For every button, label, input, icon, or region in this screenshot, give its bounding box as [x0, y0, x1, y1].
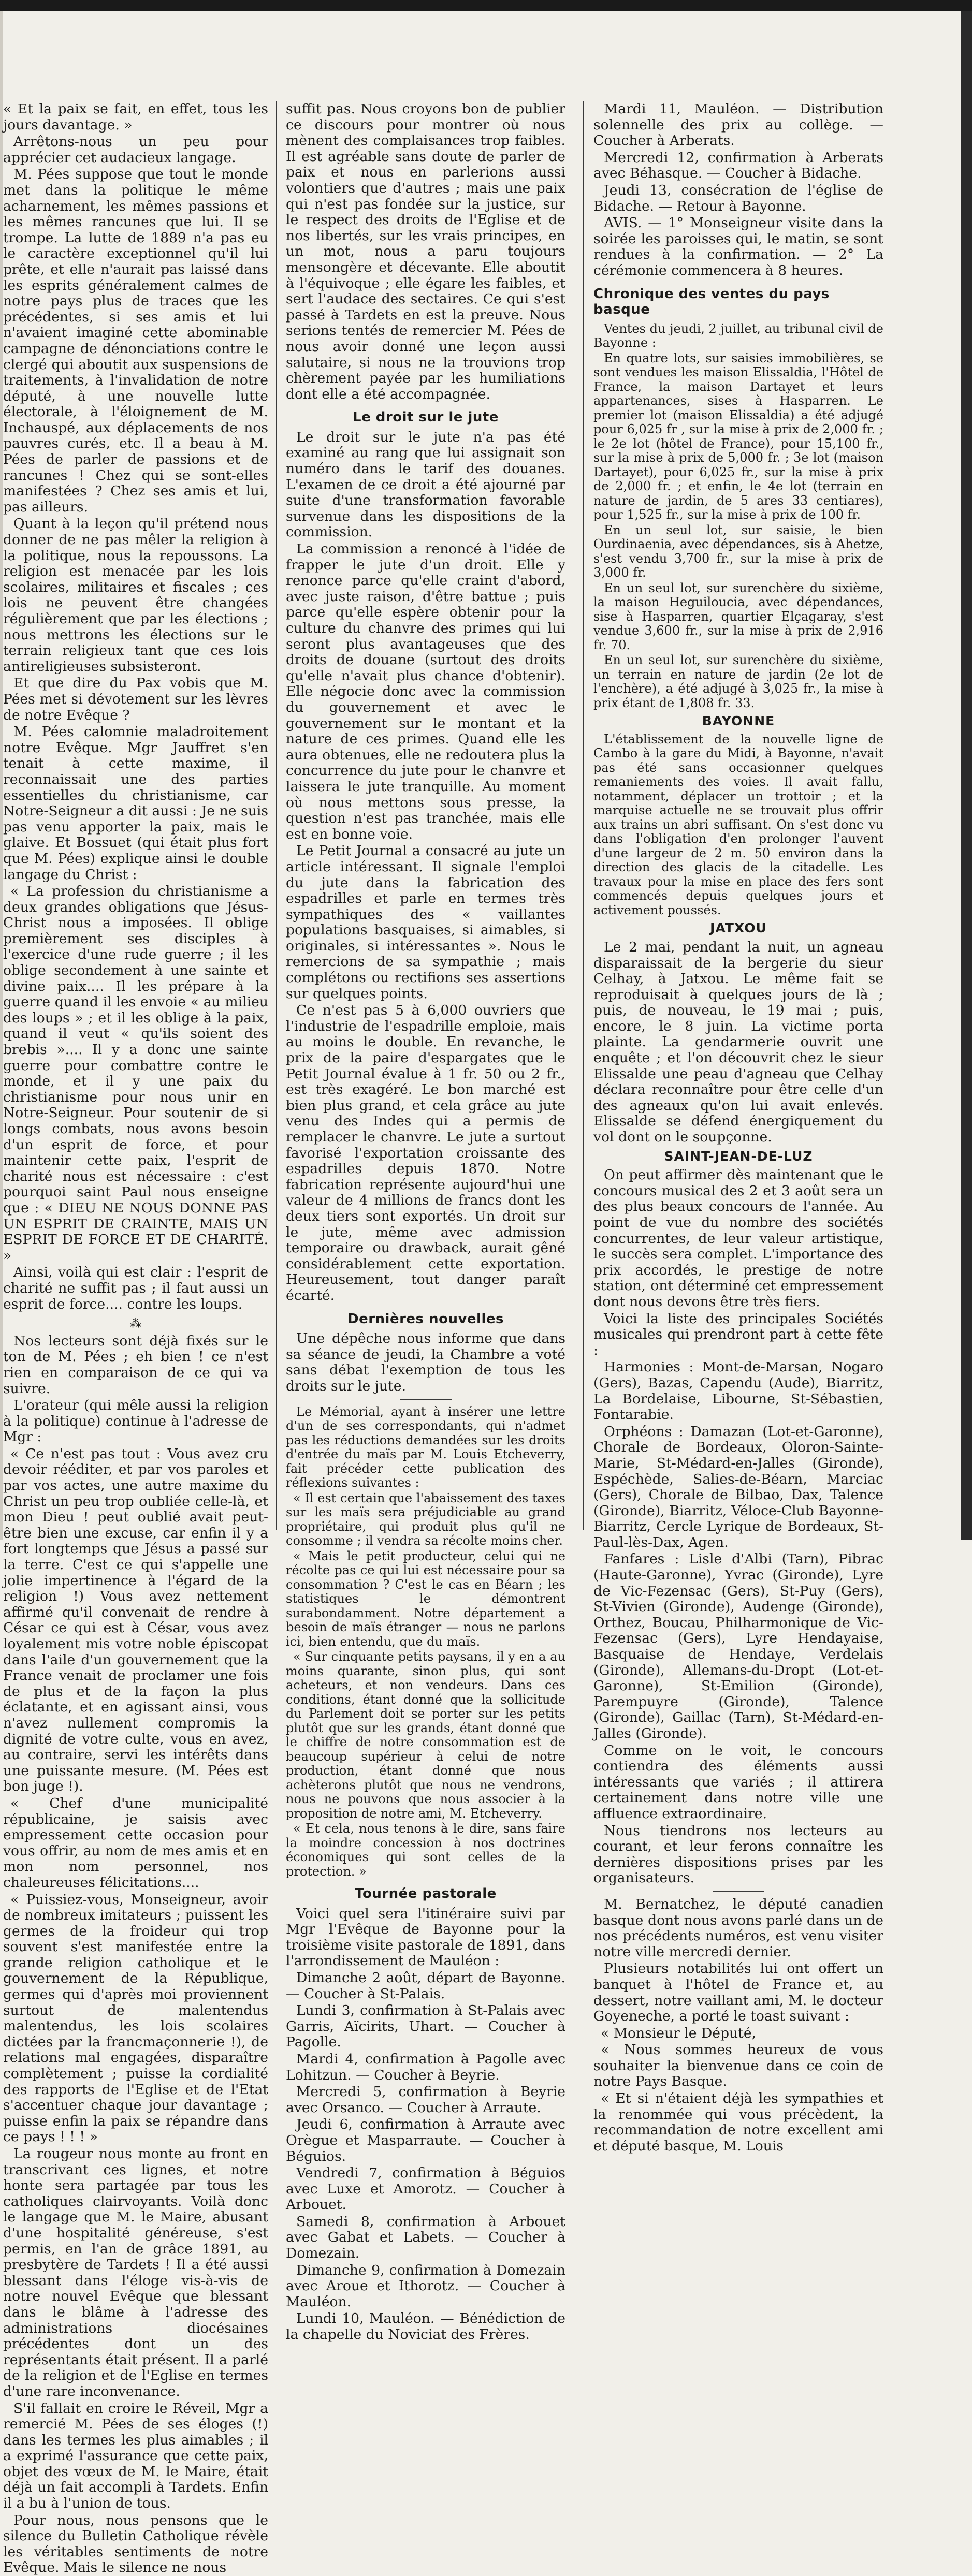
paragraph: Nos lecteurs sont déjà fixés sur le ton de M. Pées ; eh bien ! ce n'est rien en comparaison de ce qui va suivre. [3, 1333, 268, 1397]
paragraph: AVIS. — 1° Monseigneur visite dans la soirée les paroisses qui, le matin, se sont rendues à la confirmation. — 2° La cérémonie commencera à 8 heures. [593, 215, 883, 279]
memorial-block [286, 1405, 565, 1879]
paragraph: Mercredi 12, confirmation à Arberats avec Béhasque. — Coucher à Bidache. [593, 149, 883, 182]
ventes-block [593, 322, 883, 711]
paragraph: L'établissement de la nouvelle ligne de Cambo à la gare du Midi, à Bayonne, n'avait pas été sans occasionner quelques remaniements des voies. Il avait fallu, notamment, déplacer un trottoir ; et la marquise actuelle ne se trouvait plus offrir aux trains un abri suffisant. On s'est donc vu dans l'obligation d'en prolonger l'auvent d'une largeur de 2 m. 50 environ dans la direction des glacis de la citadelle. Les travaux pour la mise en place des fers sont commencés depuis quelques jours et activement poussés. [593, 731, 883, 917]
paragraph: Pour nous, nous pensons que le silence du Bulletin Catholique révèle les véritables sentiments de notre Evêque. Mais le silence ne nous [3, 2512, 268, 2576]
paragraph: Mercredi 5, confirmation à Beyrie avec Orsanco. — Coucher à Arraute. [286, 2084, 565, 2116]
paragraph: Jeudi 6, confirmation à Arraute avec Orègue et Masparraute. — Coucher à Béguios. [286, 2116, 565, 2164]
separator-rule [713, 1891, 764, 1892]
paragraph: Fanfares : Lisle d'Albi (Tarn), Pibrac (Haute-Garonne), Yvrac (Gironde), Lyre de Vic-Fezensac (Gers), St-Puy (Gers), St-Vivien (Gironde), Audenge (Gironde), Orthez, Boucau, Philharmonique de Vic-Fezensac (Gers), Lyre Hendayaise, Basquaise de Hendaye, Verdelais (Gironde), Allemans-du-Dropt (Lot-et-Garonne), St-Emilion (Gironde), Parempuyre (Gironde), Talence (Gironde), Gaillac (Tarn), St-Médard-en-Jalles (Gironde). [593, 1551, 883, 1741]
quote-paragraph: « Chef d'une municipalité républicaine, je saisis avec empressement cette occasion pour vous offrir, au nom de mes amis et en mon nom personnel, nos chaleureuses félicitations.... [3, 1795, 268, 1891]
section-heading-bayonne: BAYONNE [702, 713, 775, 729]
paragraph: Quant à la leçon qu'il prétend nous donner de ne pas mêler la religion à la politique, nous la repoussons. La religion est menacée par les lois scolaires, militaires et fiscales ; ces lois ne peuvent être changées régulièrement que par les élections ; nous mettrons les élections sur le terrain religieux tant que ces lois antireligieuses subsisteront. [3, 516, 268, 675]
column-1 [3, 101, 268, 2576]
quote-paragraph: « Et si n'étaient déjà les sympathies et la renommée qui vous précèdent, la recommandation de notre excellent ami et député basque, M. Louis [593, 2090, 883, 2154]
paragraph: suffit pas. Nous croyons bon de publier ce discours pour montrer où nous mènent des complaisances trop faibles. Il est agréable sans doute de parler de paix et nous en parlerions aussi volontiers que d'autres ; mais une paix qui n'est pas fondée sur la justice, sur le respect des droits de l'Eglise et de nos libertés, sur les vrais principes, en un mot, nous a paru toujours mensongère et décevante. Elle aboutit à l'équivoque ; elle égare les faibles, et sert l'audace des sectaires. Ce qui s'est passé à Tardets en est la preuve. Nous serions tentés de remercier M. Pées de nous avoir donné une leçon aussi salutaire, si nous ne la trouvions trop chèrement payée par les humiliations dont elle a été accompagnée. [286, 101, 565, 402]
paragraph: Orphéons : Damazan (Lot-et-Garonne), Chorale de Bordeaux, Oloron-Sainte-Marie, St-Médard-en-Jalles (Gironde), Espéchède, Salies-de-Béarn, Marciac (Gers), Chorale de Bilbao, Dax, Talence (Gironde), Biarritz, Véloce-Club Bayonne-Biarritz, Cercle Lyrique de Bordeaux, St-Paul-lès-Dax, Agen. [593, 1423, 883, 1550]
paragraph: Lundi 3, confirmation à St-Palais avec Garris, Aïcirits, Uhart. — Coucher à Pagolle. [286, 2002, 565, 2051]
paragraph: On peut affirmer dès maintenant que le concours musical des 2 et 3 août sera un des plus beaux concours de l'année. Au point de vue du nombre des sociétés concurrentes, de leur valeur artistique, le succès sera complet. L'importance des prix accordés, le prestige de notre station, ont déterminé cet empressement dont nous devons être très fiers. [593, 1167, 883, 1310]
quote-paragraph: « Il est certain que l'abaissement des taxes sur les maïs sera préjudiciable au grand propriétaire, qui produit plus qu'il ne consomme ; il vendra sa récolte moins cher. [286, 1490, 565, 1548]
paragraph: Voici la liste des principales Sociétés musicales qui prendront part à cette fête : [593, 1310, 883, 1358]
column-rule [276, 101, 277, 1530]
paragraph: Comme on le voit, le concours contiendra des éléments aussi intéressants que variés ; il attirera certainement dans notre ville une affluence extraordinaire. [593, 1742, 883, 1822]
paragraph: Ce n'est pas 5 à 6,000 ouvriers que l'industrie de l'espadrille emploie, mais au moins le double. En revanche, le prix de la paire d'espargates que le Petit Journal évalue à 1 fr. 50 ou 2 fr., est très exagéré. Le bon marché est bien plus grand, et cela grâce au jute venu des Indes qui a permis de remplacer le chanvre. Le jute a surtout favorisé l'exportation croissante des espadrilles depuis 1870. Notre fabrication représente aujourd'hui une valeur de 4 millions de francs dont les deux tiers sont exportés. Un droit sur le jute, même avec admission temporaire ou drawback, aurait gêné considérablement cette exportation. Heureusement, tout danger paraît écarté. [286, 1002, 565, 1304]
paragraph: Samedi 8, confirmation à Arbouet avec Gabat et Labets. — Coucher à Domezain. [286, 2213, 565, 2262]
bayonne-block [593, 733, 883, 918]
top-border [0, 0, 972, 11]
section-asterism: ⁂ [130, 1318, 141, 1331]
paragraph: Harmonies : Mont-de-Marsan, Nogaro (Gers), Bazas, Capendu (Aude), Biarritz, La Bordelaise, Libourne, St-Sébastien, Fontarabie. [593, 1359, 883, 1423]
article-heading-ventes: Chronique des ventes du pays basque [593, 286, 830, 318]
paragraph: Dimanche 2 août, départ de Bayonne. — Coucher à St-Palais. [286, 1969, 565, 2002]
paragraph: Dimanche 9, confirmation à Domezain avec Aroue et Ithorotz. — Coucher à Mauléon. [286, 2262, 565, 2310]
paragraph: Lundi 10, Mauléon. — Bénédiction de la chapelle du Noviciat des Frères. [286, 2310, 565, 2343]
paragraph: S'il fallait en croire le Réveil, Mgr a remercié M. Pées de ses éloges (!) dans les termes les plus aimables ; il a exprimé l'assurance que cette paix, objet des vœux de M. le Maire, était déjà un fait accompli à Tardets. Enfin il a bu à l'union de tous. [3, 2400, 268, 2512]
paragraph: « Et la paix se fait, en effet, tous les jours davantage. » [3, 101, 268, 133]
paragraph: En quatre lots, sur saisies immobilières, se sont vendues les maison Elissaldia, l'Hôtel de France, la maison Dartayet et leurs appartenances, sises à Hasparren. Le premier lot (maison Elissaldia) a été adjugé pour 6,025 fr , sur la mise à prix de 2,000 fr. ; le 2e lot (hôtel de France), pour 15,100 fr., sur la mise à prix de 5,000 fr. ; 3e lot (maison Dartayet), pour 6,025 fr., sur la mise à prix de 2,000 fr. ; et enfin, le 4e lot (terrain en nature de jardin, de 5 ares 33 centiares), pour 1,525 fr., sur la mise à prix de 100 fr. [593, 350, 883, 522]
paragraph: Mardi 4, confirmation à Pagolle avec Lohitzun. — Coucher à Beyrie. [286, 2051, 565, 2083]
quote-paragraph: « Sur cinquante petits paysans, il y en a au moins quarante, sinon plus, qui sont acheteurs, et non vendeurs. Dans ces conditions, étant donné que la sollicitude du Parlement doit se porter sur les petits plutôt que sur les grands, étant donné que le chiffre de notre consommation est de beaucoup supérieur à celui de notre production, étant donné que nous achèterons plutôt que nous ne vendrons, nous ne pouvons que nous associer à la proposition de notre ami, M. Etcheverry. [286, 1649, 565, 1821]
column-rule [583, 101, 584, 1530]
right-page-edge [961, 11, 972, 1540]
paragraph: Jeudi 13, consécration de l'église de Bidache. — Retour à Bayonne. [593, 182, 883, 214]
quote-paragraph: « Et cela, nous tenons à le dire, sans faire la moindre concession à nos doctrines économiques qui sont celles de la protection. » [286, 1821, 565, 1879]
paragraph: En un seul lot, sur surenchère du sixième, un terrain en nature de jardin (2e lot de l'enchère), a été adjugé à 3,025 fr., la mise à prix étant de 1,808 fr. 33. [593, 653, 883, 710]
paragraph: Ventes du jeudi, 2 juillet, au tribunal civil de Bayonne : [593, 321, 883, 350]
paragraph: L'orateur (qui mêle aussi la religion à la politique) continue à l'adresse de Mgr : [3, 1397, 268, 1445]
paragraph: Et que dire du Pax vobis que M. Pées met si dévotement sur les lèvres de notre Evêque ? [3, 675, 268, 723]
quote-paragraph: « La profession du christianisme a deux grandes obligations que Jésus-Christ nous a imposées. Il oblige premièrement ses disciples à l'exercice d'une rude guerre ; il les oblige secondement à une sainte et divine paix.... Il les prépare à la guerre quand il les envoie « au milieu des loups » ; et il les oblige à la paix, quand il veut « qu'ils soient des brebis ».... Il y a donc une sainte guerre pour combattre contre le monde, et il y une paix du christianisme pour nous unir en Notre-Seigneur. Pour soutenir de si longs combats, nous avons besoin d'un esprit de force, et pour maintenir cette paix, l'esprit de charité nous est nécessaire : c'est pourquoi saint Paul nous enseigne que : « DIEU NE NOUS DONNE PAS UN ESPRIT DE CRAINTE, MAIS UN ESPRIT DE FORCE ET DE CHARITÉ. » [3, 883, 268, 1264]
paragraph: Mardi 11, Mauléon. — Distribution solennelle des prix au collège. — Coucher à Arberats. [593, 101, 883, 149]
paragraph: La rougeur nous monte au front en transcrivant ces lignes, et notre honte sera partagée par tous les catholiques clairvoyants. Voilà donc le langage que M. le Maire, abusant d'une hospitalité généreuse, s'est permis, en l'an de grâce 1891, au presbytère de Tardets ! Il a été aussi blessant dans l'éloge vis-à-vis de notre nouvel Evêque que blessant dans le blâme à l'adresse des administrations diocésaines précédentes dont un des représentants était présent. Il a parlé de la religion et de l'Eglise en termes d'une rare inconvenance. [3, 2146, 268, 2399]
paragraph: Plusieurs notabilités lui ont offert un banquet à l'hôtel de France et, au dessert, notre vaillant ami, M. le docteur Goyeneche, a porté le toast suivant : [593, 1960, 883, 2025]
paragraph: Le droit sur le jute n'a pas été examiné au rang que lui assignait son numéro dans le tarif des douanes. L'examen de ce droit a été ajourné par suite d'une transformation favorable survenue dans les dispositions de la commission. [286, 429, 565, 540]
paragraph: Le Mémorial, ayant à insérer une lettre d'un de ses correspondants, qui n'admet pas les réductions demandées sur les droits d'entrée du maïs par M. Louis Etcheverry, fait précéder cette publication des réflexions suivantes : [286, 1404, 565, 1490]
paragraph: En un seul lot, sur saisie, le bien Ourdinaenia, avec dépendances, sis à Ahetze, s'est vendu 3,700 fr., sur la mise à prix de 3,000 fr. [593, 522, 883, 580]
quote-paragraph: « Ce n'est pas tout : Vous avez cru devoir rééditer, et par vos paroles et par vos actes, une autre maxime du Christ un peu trop oubliée celle-là, et mon Dieu ! peut oublié avait peut-être bien une excuse, car enfin il y a fort longtemps que Jésus a passé sur la terre. C'est ce qui s'appelle une jolie impertinence à l'égard de la religion !) Vous avez nettement affirmé qu'il convenait de rendre à César ce qui est à César, vous avez loyalement mis votre noble épiscopat dans l'aile d'un gouvernement que la France venait de proclamer une fois de plus et de la façon la plus éclatante, et en agissant ainsi, vous n'avez nullement compromis la dignité de votre culte, vous en avez, au contraire, servi les intérêts dans une puissante mesure. (M. Pées est bon juge !). [3, 1445, 268, 1795]
paragraph: Le Petit Journal a consacré au jute un article intéressant. Il signale l'emploi du jute dans la fabrication des espadrilles et parle en termes très sympathiques des « vaillantes populations basquaises, si aimables, si originales, si intéressantes ». Nous le remercions de sa sympathie ; mais complétons ou rectifions ses assertions sur quelques points. [286, 843, 565, 1002]
article-heading-tournee-pastorale: Tournée pastorale [355, 1886, 497, 1901]
paragraph: En un seul lot, sur surenchère du sixième, la maison Heguiloucia, avec dépendances, sise à Hasparren, quartier Elçagaray, s'est vendue 3,600 fr., sur la mise à prix de 2,916 fr. 70. [593, 580, 883, 652]
paragraph: Une dépêche nous informe que dans sa séance de jeudi, la Chambre a voté sans débat l'exemption de tous les droits sur le jute. [286, 1330, 565, 1394]
column-3 [593, 101, 883, 2154]
paragraph: Ainsi, voilà qui est clair : l'esprit de charité ne suffit pas ; il faut aussi un esprit de force.... contre les loups. [3, 1264, 268, 1312]
paragraph: Le 2 mai, pendant la nuit, un agneau disparaissait de la bergerie du sieur Celhay, à Jatxou. Le même fait se reproduisait à quelques jours de là ; puis, de nouveau, le 19 mai ; puis, encore, le 8 juin. La victime porta plainte. La gendarmerie ouvrit une enquête ; et l'on découvrit chez le sieur Elissalde une peau d'agneau que Celhay déclara reconnaître pour être celle d'un des agneaux qu'on lui avait enlevés. Elissalde se défend énergiquement du vol dont on le soupçonne. [593, 939, 883, 1146]
quote-paragraph: « Mais le petit producteur, celui qui ne récolte pas ce qui lui est nécessaire pour sa consommation ? C'est le cas en Béarn ; les statistiques le démontrent surabondamment. Notre département a besoin de maïs étranger — nous ne parlons ici, bien entendu, que du maïs. [286, 1548, 565, 1649]
quote-paragraph: « Nous sommes heureux de vous souhaiter la bienvenue dans ce coin de notre Pays Basque. [593, 2042, 883, 2090]
column-2 [286, 101, 565, 2343]
section-heading-jatxou: JATXOU [710, 920, 767, 936]
article-heading-dernieres-nouvelles: Dernières nouvelles [347, 1311, 504, 1327]
paragraph: M. Bernatchez, le député canadien basque dont nous avons parlé dans un de nos précédents numéros, est venu visiter notre ville mercredi dernier. [593, 1896, 883, 1960]
quote-paragraph: « Monsieur le Député, [601, 2025, 757, 2041]
paragraph: M. Pées suppose que tout le monde met dans la politique le même acharnement, les mêmes passions et les mêmes rancunes que lui. Il se trompe. La lutte de 1889 n'a pas eu le caractère exceptionnel qu'il lui prête, et elle n'aurait pas laissé dans les esprits généralement calmes de notre pays plus de traces que les précédentes, si ses amis et lui n'avaient imaginé cette abominable campagne de dénonciations contre le clergé qui aboutit aux suspensions de traitements, à l'invalidation de notre député, à une nouvelle lutte électorale, à l'éloignement de M. Inchauspé, aux déplacements de nos pauvres curés, etc. Il a beau à M. Pées de parler de passions et de rancunes ! Chez qui se sont-elles manifestées ? Chez ses amis et lui, pas ailleurs. [3, 166, 268, 515]
paragraph: Voici quel sera l'itinéraire suivi par Mgr l'Evêque de Bayonne pour la troisième visite pastorale de 1891, dans l'arrondissement de Mauléon : [286, 1905, 565, 1969]
article-heading-jute: Le droit sur le jute [353, 409, 499, 426]
paragraph: Nous tiendrons nos lecteurs au courant, et leur ferons connaître les dernières dispositions prises par les organisateurs. [593, 1822, 883, 1886]
section-heading-saint-jean-de-luz: SAINT-JEAN-DE-LUZ [664, 1148, 813, 1164]
paragraph: La commission a renoncé à l'idée de frapper le jute d'un droit. Elle y renonce parce qu'elle craint d'abord, avec juste raison, d'être battue ; puis parce qu'elle espère obtenir pour la culture du chanvre des primes qui lui seront plus avantageuses que des droits de douane (surtout des droits qu'elle n'avait plus chance d'obtenir). Elle négocie donc avec la commission du gouvernement et avec le gouvernement sur le montant et la nature de ces primes. Quand elle les aura obtenues, elle ne redoutera plus la concurrence du jute pour le chanvre et laissera le jute tranquille. Au moment où nous mettons sous presse, la question n'est pas tranchée, mais elle est en bonne voie. [286, 541, 565, 842]
separator-rule [400, 1399, 452, 1400]
paragraph: M. Pées calomnie maladroitement notre Evêque. Mgr Jauffret s'en tenait à cette maxime, il reconnaissait une des parties essentielles du christianisme, car Notre-Seigneur a dit aussi : Je ne suis pas venu apporter la paix, mais le glaive. Et Bossuet (qui était plus fort que M. Pées) explique ainsi le double langage du Christ : [3, 724, 268, 883]
quote-paragraph: « Puissiez-vous, Monseigneur, avoir de nombreux imitateurs ; puissent les germes de la froideur qui trop souvent s'est manifestée entre la grande religion catholique et le gouvernement de la République, germes qui d'après moi proviennent surtout de malentendus malentendus, les lois scolaires dictées par la francmaçonnerie !), de relations mal engagées, disparaître complètement ; puisse la cordialité des rapports de l'Eglise et de l'Etat s'accentuer chaque jour davantage ; puisse enfin la paix se répandre dans ce pays ! ! ! » [3, 1891, 268, 2145]
paragraph: Arrêtons-nous un peu pour apprécier cet audacieux langage. [3, 134, 268, 166]
paragraph: Vendredi 7, confirmation à Béguios avec Luxe et Amorotz. — Coucher à Arbouet. [286, 2165, 565, 2213]
